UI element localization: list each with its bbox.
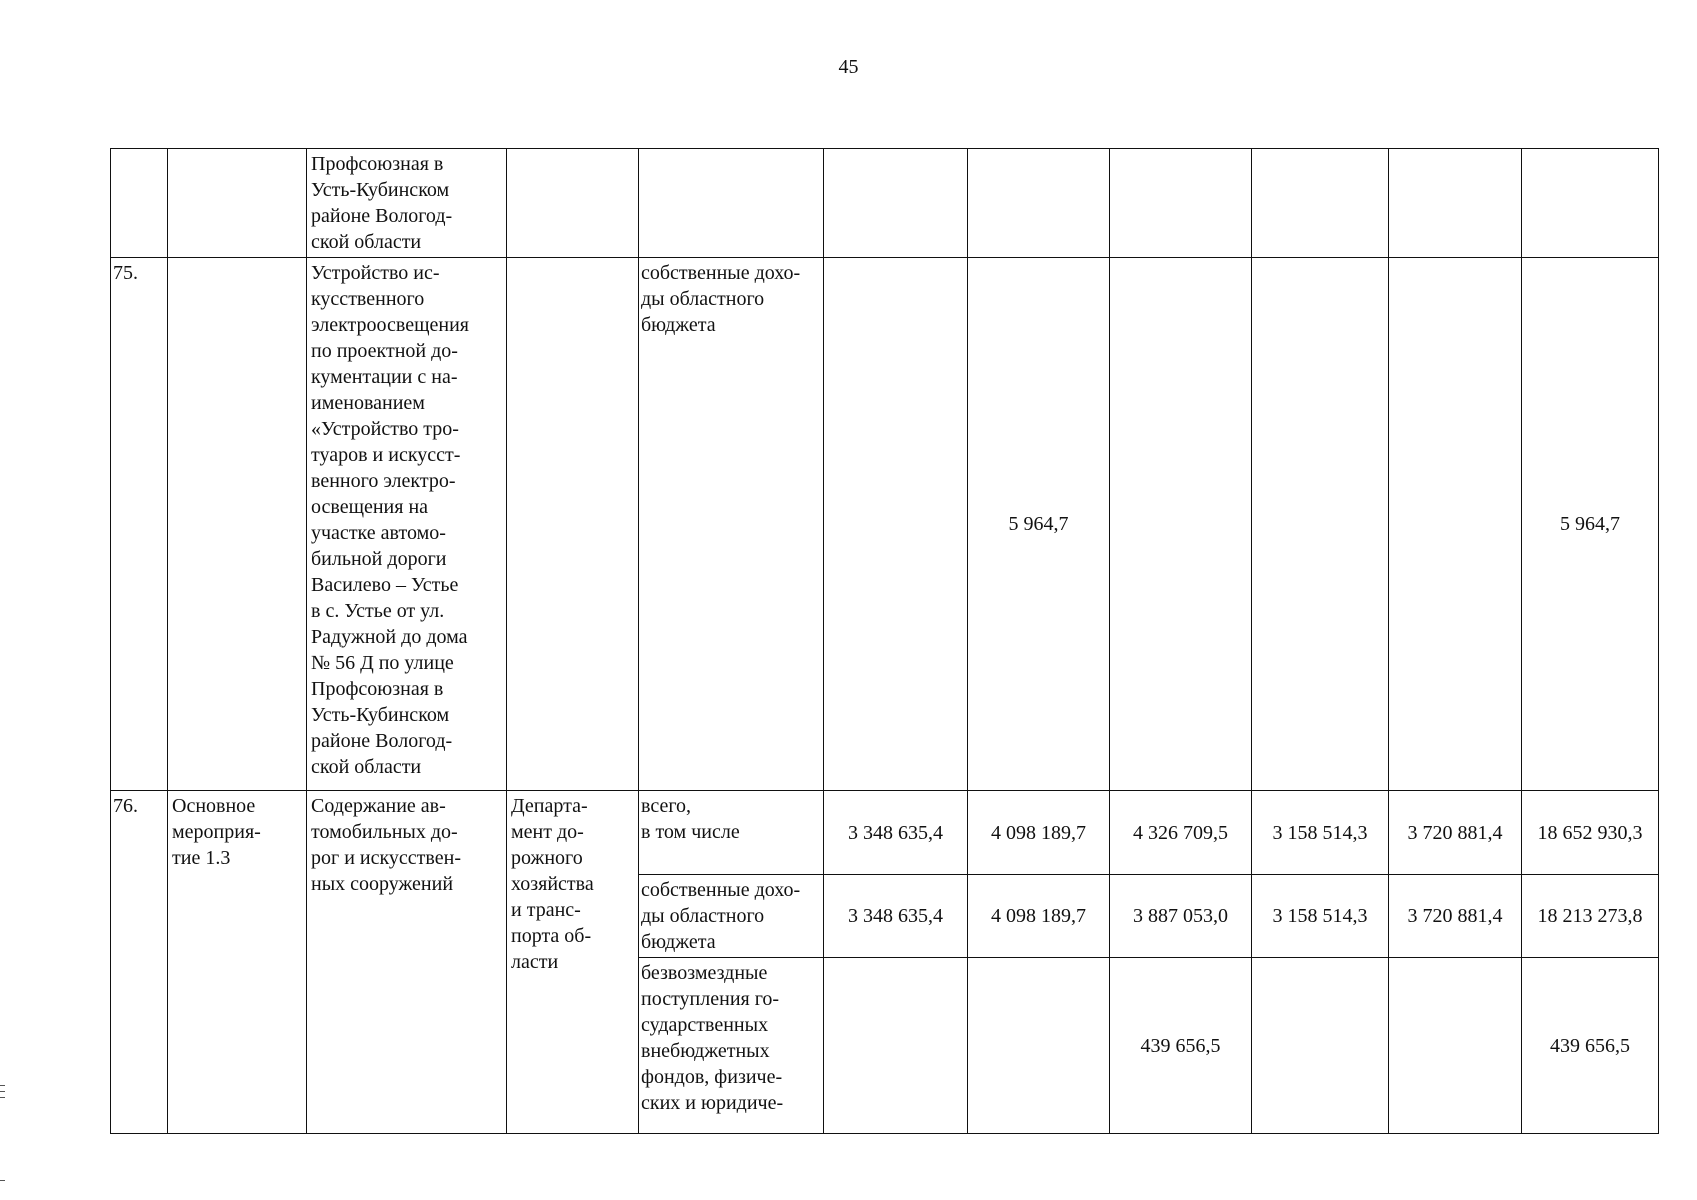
cell-value [968,149,1110,258]
cell-name: Устройство ис- кусственного электроосвещения по проектной до- кументации с на- именованием «Устройство тро- туаров и искусст- венного электро- освещения на участке автомо- бильной дороги Василево – Устье в с. Устье от ул. Радужной до дома № 56 Д по улице Профсоюзная в Усть-Кубинском районе Вологод- ской области [307,258,507,791]
cell-value-1: 3 348 635,4 [824,875,968,958]
cell-value-2 [968,958,1110,1134]
cell-total: 5 964,7 [1522,258,1659,791]
table-row-75 [111,258,1659,791]
cell-value-5 [1389,958,1522,1134]
cell-value [1389,149,1522,258]
cell-value-5: 3 720 881,4 [1389,791,1522,875]
table-row-76-total [111,791,1659,875]
cell-value-5 [1389,258,1522,791]
cell-executor [507,258,639,791]
cell-value-2: 5 964,7 [968,258,1110,791]
scan-edge-mark [0,1085,5,1086]
cell-executor [507,149,639,258]
cell-value-3 [1110,258,1252,791]
table-row-continuation [111,149,1659,258]
cell-value-1 [824,258,968,791]
cell-value-1 [824,958,968,1134]
cell-measure [168,258,307,791]
cell-value-2: 4 098 189,7 [968,875,1110,958]
cell-value-5: 3 720 881,4 [1389,875,1522,958]
cell-value [824,149,968,258]
cell-value [1252,149,1389,258]
row-number: 75. [111,258,168,791]
row-number: 76. [111,791,168,1134]
cell-measure [168,149,307,258]
cell-value-2: 4 098 189,7 [968,791,1110,875]
cell-source: собственные дохо- ды областного бюджета [639,875,824,958]
cell-name: Содержание ав- томобильных до- рог и искусствен- ных сооружений [307,791,507,1134]
cell-name: Профсоюзная в Усть-Кубинском районе Вологод- ской области [307,149,507,258]
cell-executor: Департа- мент до- рожного хозяйства и транс- порта об- ласти [507,791,639,1134]
cell-value-4 [1252,958,1389,1134]
cell-total: 18 213 273,8 [1522,875,1659,958]
cell-source: собственные дохо- ды областного бюджета [639,258,824,791]
page-number: 45 [838,56,859,78]
cell-value-4: 3 158 514,3 [1252,875,1389,958]
cell-measure: Основное мероприя- тие 1.3 [168,791,307,1134]
budget-table [110,148,1659,1134]
cell-value [1522,149,1659,258]
cell-value [1110,149,1252,258]
cell-source: всего, в том числе [639,791,824,875]
cell-value-3: 439 656,5 [1110,958,1252,1134]
cell-value-1: 3 348 635,4 [824,791,968,875]
cell-source [639,149,824,258]
cell-value-3: 4 326 709,5 [1110,791,1252,875]
scan-edge-mark [0,1097,5,1098]
scan-edge-mark [0,1091,5,1092]
scan-edge-mark [0,1180,5,1181]
cell-value-3: 3 887 053,0 [1110,875,1252,958]
cell-total: 18 652 930,3 [1522,791,1659,875]
cell-value-4 [1252,258,1389,791]
cell-source: безвозмездные поступления го- сударственных внебюджетных фондов, физиче- ских и юридиче- [639,958,824,1134]
cell-num [111,149,168,258]
cell-total: 439 656,5 [1522,958,1659,1134]
cell-value-4: 3 158 514,3 [1252,791,1389,875]
